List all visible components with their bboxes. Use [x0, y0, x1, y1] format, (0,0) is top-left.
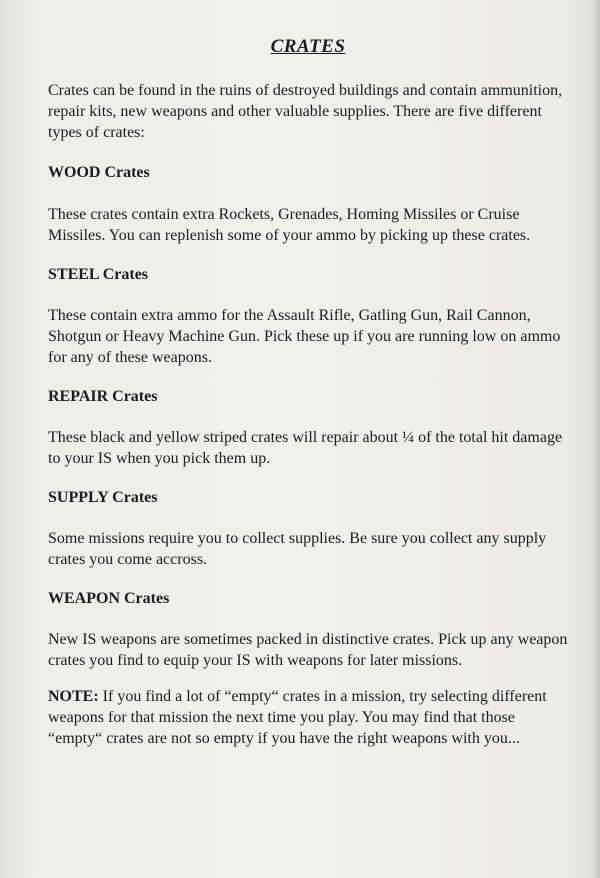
repair-crates-heading: REPAIR Crates	[48, 388, 158, 405]
weapon-crates-text: New IS weapons are sometimes packed in distinctive crates. Pick up any weapon crates you find to equip your IS with weapons for later missions.	[48, 631, 568, 669]
note-label: NOTE:	[48, 688, 99, 705]
wood-crates-text: These crates contain extra Rockets, Grenades, Homing Missiles or Cruise Missiles. You can replenish some of your ammo by picking up these crates.	[48, 206, 531, 244]
weapon-crates-heading: WEAPON Crates	[48, 590, 170, 607]
note-text: If you find a lot of “empty“ crates in a mission, try selecting different weapons for that mission the next time you play. You may find that those “empty“ crates are not so empty if you have the right weapons with you...	[48, 688, 547, 747]
page-edge-shadow	[592, 0, 600, 878]
repair-crates-text: These black and yellow striped crates will repair about ¼ of the total hit damage to your IS when you pick them up.	[48, 429, 563, 467]
supply-crates-text: Some missions require you to collect supplies. Be sure you collect any supply crates you come accross.	[48, 530, 547, 568]
steel-crates-heading: STEEL Crates	[48, 266, 149, 283]
steel-crates-text: These contain extra ammo for the Assault Rifle, Gatling Gun, Rail Cannon, Shotgun or Heavy Machine Gun. Pick these up if you are running low on ammo for any of these weapons.	[48, 307, 561, 366]
page-title: CRATES	[270, 36, 346, 57]
intro-paragraph: Crates can be found in the ruins of destroyed buildings and contain ammunition, repair kits, new weapons and other valuable supplies. There are five different types of crates:	[48, 82, 563, 141]
note-paragraph	[48, 686, 568, 749]
supply-crates-heading: SUPPLY Crates	[48, 489, 158, 506]
wood-crates-heading: WOOD Crates	[48, 164, 150, 181]
